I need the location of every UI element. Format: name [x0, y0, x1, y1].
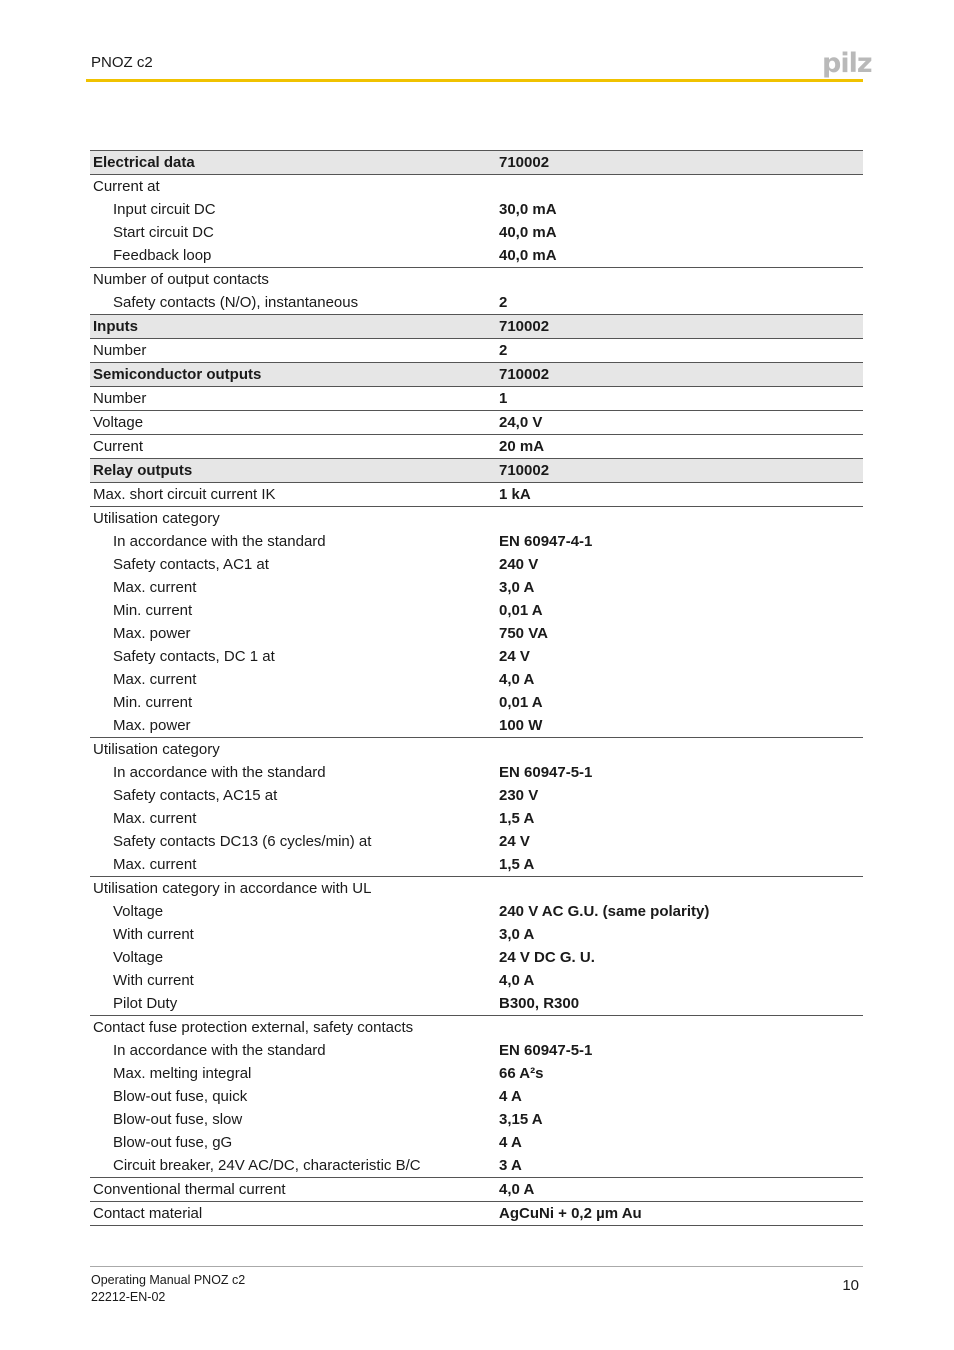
- row-value: 24 V DC G. U.: [499, 949, 595, 966]
- technical-data-table: [90, 150, 863, 1226]
- table-row: [90, 1062, 863, 1085]
- table-row: [90, 244, 863, 268]
- row-label: Min. current: [113, 694, 193, 711]
- row-label: In accordance with the standard: [113, 533, 326, 550]
- row-value: B300, R300: [499, 995, 580, 1012]
- table-row: [90, 507, 863, 531]
- table-row: [90, 668, 863, 691]
- row-label: In accordance with the standard: [113, 764, 326, 781]
- row-label: Safety contacts, DC 1 at: [113, 648, 275, 665]
- table-row: [90, 1108, 863, 1131]
- row-label: Min. current: [113, 602, 193, 619]
- section-header-row: [90, 315, 863, 339]
- table-row: [90, 1154, 863, 1178]
- footer-manual-title: Operating Manual PNOZ c2: [91, 1273, 246, 1287]
- page-header-title: PNOZ c2: [91, 54, 153, 71]
- row-label: Max. power: [113, 717, 191, 734]
- row-label: Max. current: [113, 579, 197, 596]
- row-value: 710002: [496, 459, 863, 483]
- row-label: Circuit breaker, 24V AC/DC, characteristic B/C: [113, 1157, 421, 1174]
- table-row: [90, 900, 863, 923]
- table-row: [90, 339, 863, 363]
- row-value: [496, 507, 863, 531]
- row-label: Max. short circuit current IK: [90, 483, 496, 507]
- table-row: [90, 530, 863, 553]
- row-value: 4,0 A: [499, 671, 535, 688]
- row-label: Safety contacts, AC1 at: [113, 556, 269, 573]
- table-row: [90, 599, 863, 622]
- table-row: [90, 761, 863, 784]
- footer-divider: [90, 1266, 863, 1267]
- table-row: [90, 175, 863, 199]
- table-row: [90, 291, 863, 315]
- table-row: [90, 576, 863, 599]
- row-label: With current: [113, 972, 194, 989]
- row-label: Feedback loop: [113, 247, 212, 264]
- row-label: Contact material: [90, 1202, 496, 1226]
- table-row: [90, 1202, 863, 1226]
- table-row: [90, 691, 863, 714]
- row-label: With current: [113, 926, 194, 943]
- row-value: EN 60947-5-1: [499, 1042, 593, 1059]
- section-header-row: [90, 459, 863, 483]
- row-value: [496, 268, 863, 292]
- row-label: Conventional thermal current: [90, 1178, 496, 1202]
- row-value: EN 60947-5-1: [499, 764, 593, 781]
- table-row: [90, 784, 863, 807]
- row-value: 3 A: [499, 1157, 522, 1174]
- row-label: Pilot Duty: [113, 995, 178, 1012]
- row-label: Utilisation category: [90, 507, 496, 531]
- row-label: In accordance with the standard: [113, 1042, 326, 1059]
- table-row: [90, 1039, 863, 1062]
- table-row: [90, 1016, 863, 1040]
- row-label: Start circuit DC: [113, 224, 214, 241]
- row-value: 750 VA: [499, 625, 548, 642]
- row-label: Current: [90, 435, 496, 459]
- row-label: Current at: [90, 175, 496, 199]
- table-row: [90, 807, 863, 830]
- table-row: [90, 411, 863, 435]
- row-value: 3,0 A: [499, 579, 535, 596]
- section-header-row: [90, 363, 863, 387]
- row-value: 710002: [496, 363, 863, 387]
- table-row: [90, 435, 863, 459]
- row-value: 24 V: [499, 648, 530, 665]
- table-row: [90, 268, 863, 292]
- table-row: [90, 969, 863, 992]
- row-value: 0,01 A: [499, 602, 543, 619]
- table-row: [90, 1178, 863, 1202]
- row-label: Blow-out fuse, quick: [113, 1088, 248, 1105]
- row-label: Blow-out fuse, gG: [113, 1134, 233, 1151]
- row-value: 1 kA: [496, 483, 863, 507]
- table-row: [90, 387, 863, 411]
- row-label: Max. power: [113, 625, 191, 642]
- row-label: Semiconductor outputs: [90, 363, 496, 387]
- header-divider: [86, 79, 863, 82]
- row-label: Number: [90, 387, 496, 411]
- row-value: 40,0 mA: [499, 224, 557, 241]
- row-label: Max. current: [113, 810, 197, 827]
- row-value: [496, 738, 863, 762]
- row-value: 20 mA: [496, 435, 863, 459]
- table-row: [90, 946, 863, 969]
- section-header-row: [90, 151, 863, 175]
- row-label: Safety contacts, AC15 at: [113, 787, 278, 804]
- row-value: 40,0 mA: [499, 247, 557, 264]
- row-value: 230 V: [499, 787, 539, 804]
- table-row: [90, 877, 863, 901]
- row-label: Contact fuse protection external, safety contacts: [90, 1016, 496, 1040]
- row-value: 24,0 V: [496, 411, 863, 435]
- row-label: Max. current: [113, 856, 197, 873]
- table-row: [90, 923, 863, 946]
- row-value: 2: [499, 294, 508, 311]
- row-value: [496, 877, 863, 901]
- table-row: [90, 714, 863, 738]
- row-value: 30,0 mA: [499, 201, 557, 218]
- row-value: 2: [496, 339, 863, 363]
- row-label: Inputs: [90, 315, 496, 339]
- row-label: Utilisation category: [90, 738, 496, 762]
- table-row: [90, 1085, 863, 1108]
- row-label: Blow-out fuse, slow: [113, 1111, 243, 1128]
- table-row: [90, 483, 863, 507]
- table-row: [90, 738, 863, 762]
- row-value: 100 W: [499, 717, 543, 734]
- row-label: Max. melting integral: [113, 1065, 252, 1082]
- table-row: [90, 992, 863, 1016]
- row-label: Electrical data: [90, 151, 496, 175]
- row-value: 0,01 A: [499, 694, 543, 711]
- row-label: Safety contacts (N/O), instantaneous: [113, 294, 359, 311]
- page-number: 10: [842, 1277, 859, 1294]
- row-value: 710002: [496, 151, 863, 175]
- row-value: 4 A: [499, 1088, 522, 1105]
- row-label: Voltage: [113, 903, 164, 920]
- row-label: Number of output contacts: [90, 268, 496, 292]
- row-label: Voltage: [90, 411, 496, 435]
- row-label: Voltage: [113, 949, 164, 966]
- row-label: Relay outputs: [90, 459, 496, 483]
- row-value: 710002: [496, 315, 863, 339]
- table-row: [90, 853, 863, 877]
- row-value: 4 A: [499, 1134, 522, 1151]
- row-value: 1: [496, 387, 863, 411]
- row-label: Input circuit DC: [113, 201, 216, 218]
- row-label: Max. current: [113, 671, 197, 688]
- table-row: [90, 645, 863, 668]
- table-row: [90, 622, 863, 645]
- row-value: 4,0 A: [499, 972, 535, 989]
- table-row: [90, 198, 863, 221]
- table-row: [90, 553, 863, 576]
- table-row: [90, 221, 863, 244]
- row-value: [496, 1016, 863, 1040]
- row-value: 66 A²s: [499, 1065, 544, 1082]
- row-value: 3,0 A: [499, 926, 535, 943]
- row-value: AgCuNi + 0,2 µm Au: [496, 1202, 863, 1226]
- table-row: [90, 830, 863, 853]
- row-value: [496, 175, 863, 199]
- footer-doc-number: 22212-EN-02: [91, 1290, 166, 1304]
- row-value: 4,0 A: [496, 1178, 863, 1202]
- row-label: Safety contacts DC13 (6 cycles/min) at: [113, 833, 372, 850]
- row-value: 1,5 A: [499, 856, 535, 873]
- row-value: EN 60947-4-1: [499, 533, 593, 550]
- row-value: 1,5 A: [499, 810, 535, 827]
- row-value: 240 V: [499, 556, 539, 573]
- row-label: Utilisation category in accordance with UL: [90, 877, 496, 901]
- pilz-logo: pilz: [822, 48, 872, 79]
- row-value: 240 V AC G.U. (same polarity): [499, 903, 710, 920]
- row-value: 24 V: [499, 833, 530, 850]
- row-label: Number: [90, 339, 496, 363]
- row-value: 3,15 A: [499, 1111, 543, 1128]
- table-row: [90, 1131, 863, 1154]
